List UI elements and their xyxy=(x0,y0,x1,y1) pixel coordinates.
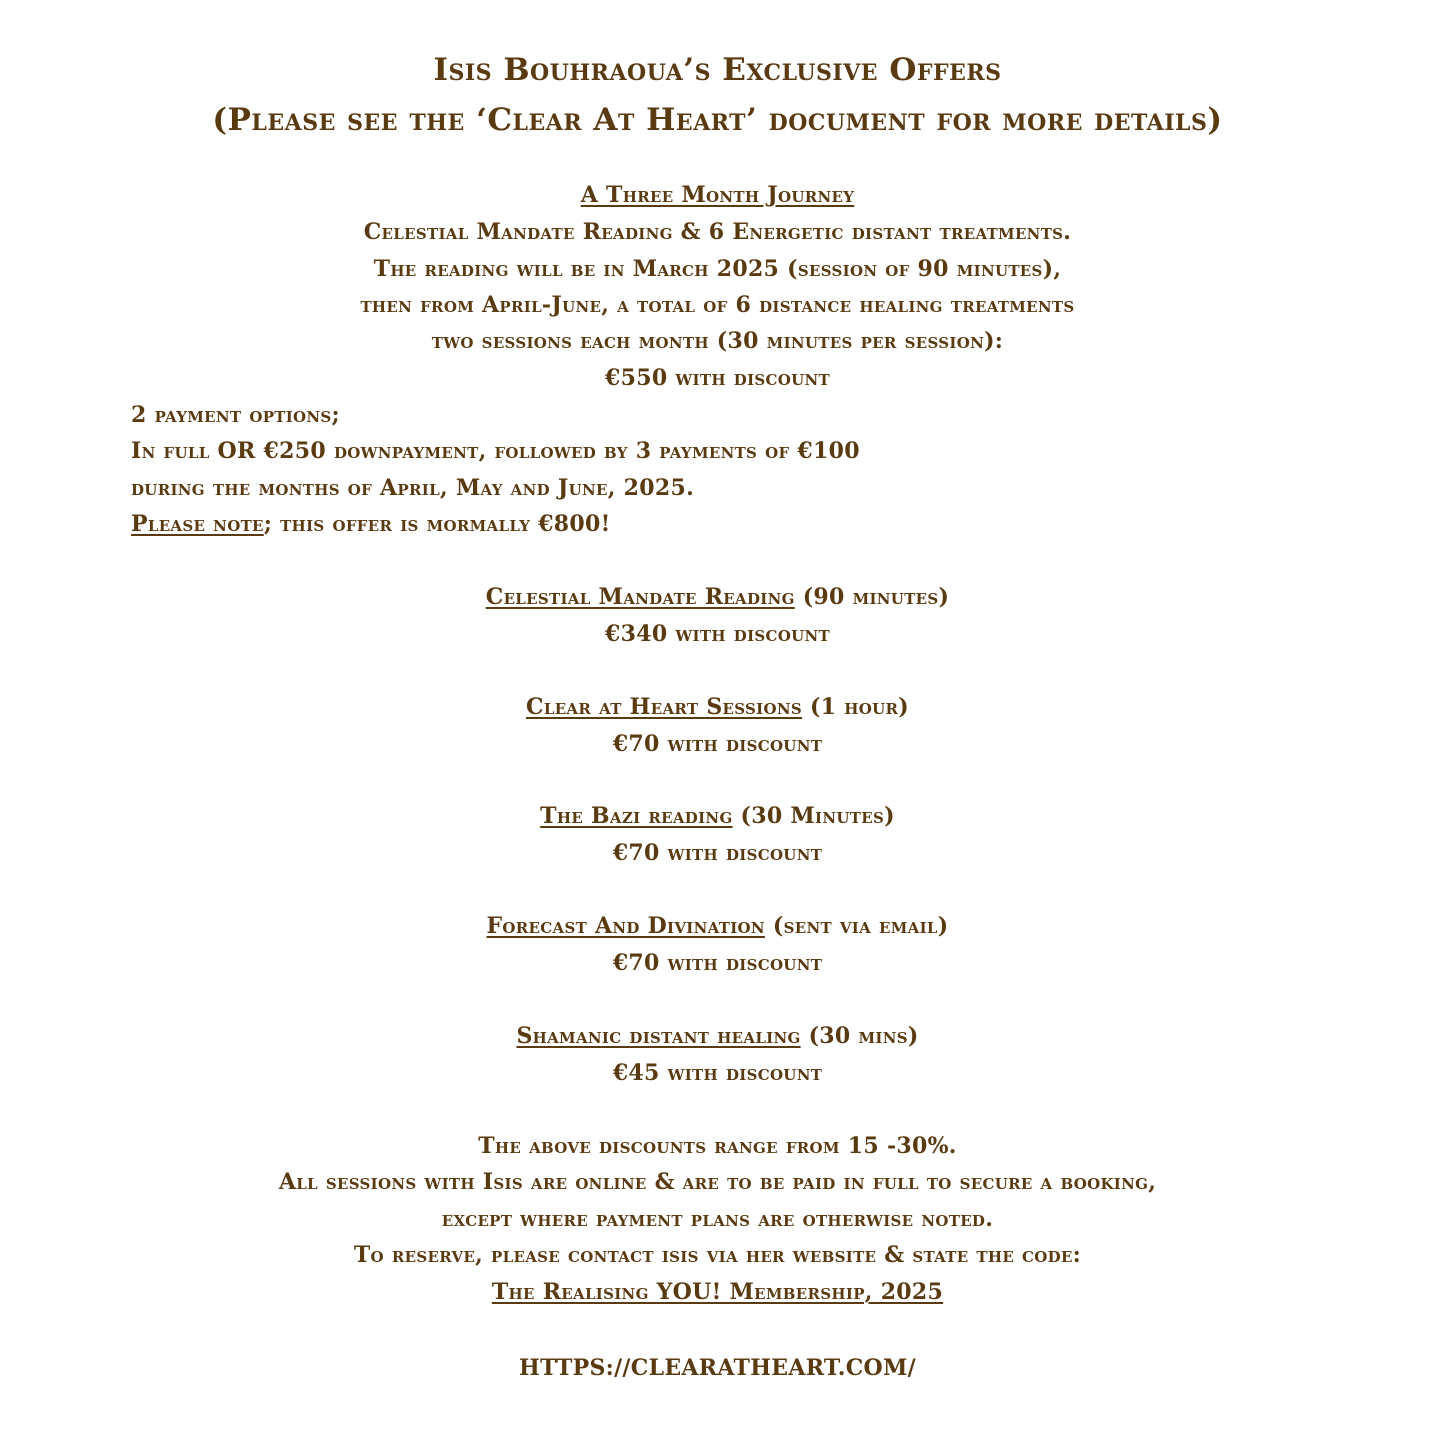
offer-name: Shamanic distant healing xyxy=(516,1023,801,1049)
membership-code xyxy=(0,1279,1435,1305)
journey-section xyxy=(0,182,1435,208)
journey-line: The reading will be in March 2025 (session of 90 minutes), xyxy=(373,256,1062,282)
offer-detail: (90 minutes) xyxy=(794,584,950,610)
page-title: Isis Bouhraoua’s Exclusive Offers xyxy=(433,52,1002,88)
payment-line: during the months of April, May and June, 2025. xyxy=(131,475,695,501)
journey-line: two sessions each month (30 minutes per session): xyxy=(431,328,1004,354)
footer-line: The above discounts range from 15 -30%. xyxy=(478,1133,957,1159)
offer-price: €70 with discount xyxy=(612,840,823,866)
offer-title xyxy=(0,694,1435,720)
offer-detail: (30 mins) xyxy=(800,1023,919,1049)
membership-code-text: The Realising YOU! Membership, 2025 xyxy=(491,1279,944,1305)
footer-line: All sessions with Isis are online & are to be paid in full to secure a booking, xyxy=(278,1169,1157,1195)
journey-price: €550 with discount xyxy=(605,365,830,391)
note-text: ; this offer is mormally €800! xyxy=(263,511,611,537)
journey-heading: A Three Month Journey xyxy=(580,182,855,208)
offer-detail: (1 hour) xyxy=(802,694,909,720)
note-label: Please note xyxy=(131,511,264,537)
payment-note xyxy=(131,511,1331,537)
payment-line: 2 payment options; xyxy=(131,402,340,428)
payment-line: In full OR €250 downpayment, followed by 3 payments of €100 xyxy=(131,438,860,464)
offer-title xyxy=(0,803,1435,829)
offer-name: Celestial Mandate Reading xyxy=(485,584,795,610)
offer-name: The Bazi reading xyxy=(540,803,733,829)
offer-name: Clear at Heart Sessions xyxy=(526,694,803,720)
footer-line: To reserve, please contact isis via her website & state the code: xyxy=(353,1242,1082,1268)
offer-title xyxy=(0,584,1435,610)
offer-title xyxy=(0,1023,1435,1049)
offer-price: €45 with discount xyxy=(612,1060,823,1086)
journey-line: then from April-June, a total of 6 distance healing treatments xyxy=(360,292,1075,318)
page-subtitle: (Please see the ‘Clear At Heart’ document for more details) xyxy=(212,102,1223,138)
offer-price: €340 with discount xyxy=(605,621,830,647)
offer-price: €70 with discount xyxy=(612,731,823,757)
website-link[interactable]: HTTPS://CLEARATHEART.COM/ xyxy=(519,1355,916,1381)
offer-title xyxy=(0,913,1435,939)
journey-line: Celestial Mandate Reading & 6 Energetic distant treatments. xyxy=(363,219,1072,245)
footer-line: except where payment plans are otherwise noted. xyxy=(441,1206,994,1232)
offer-price: €70 with discount xyxy=(612,950,823,976)
offer-detail: (30 Minutes) xyxy=(732,803,895,829)
offer-detail: (sent via email) xyxy=(764,913,949,939)
offer-name: Forecast And Divination xyxy=(486,913,765,939)
